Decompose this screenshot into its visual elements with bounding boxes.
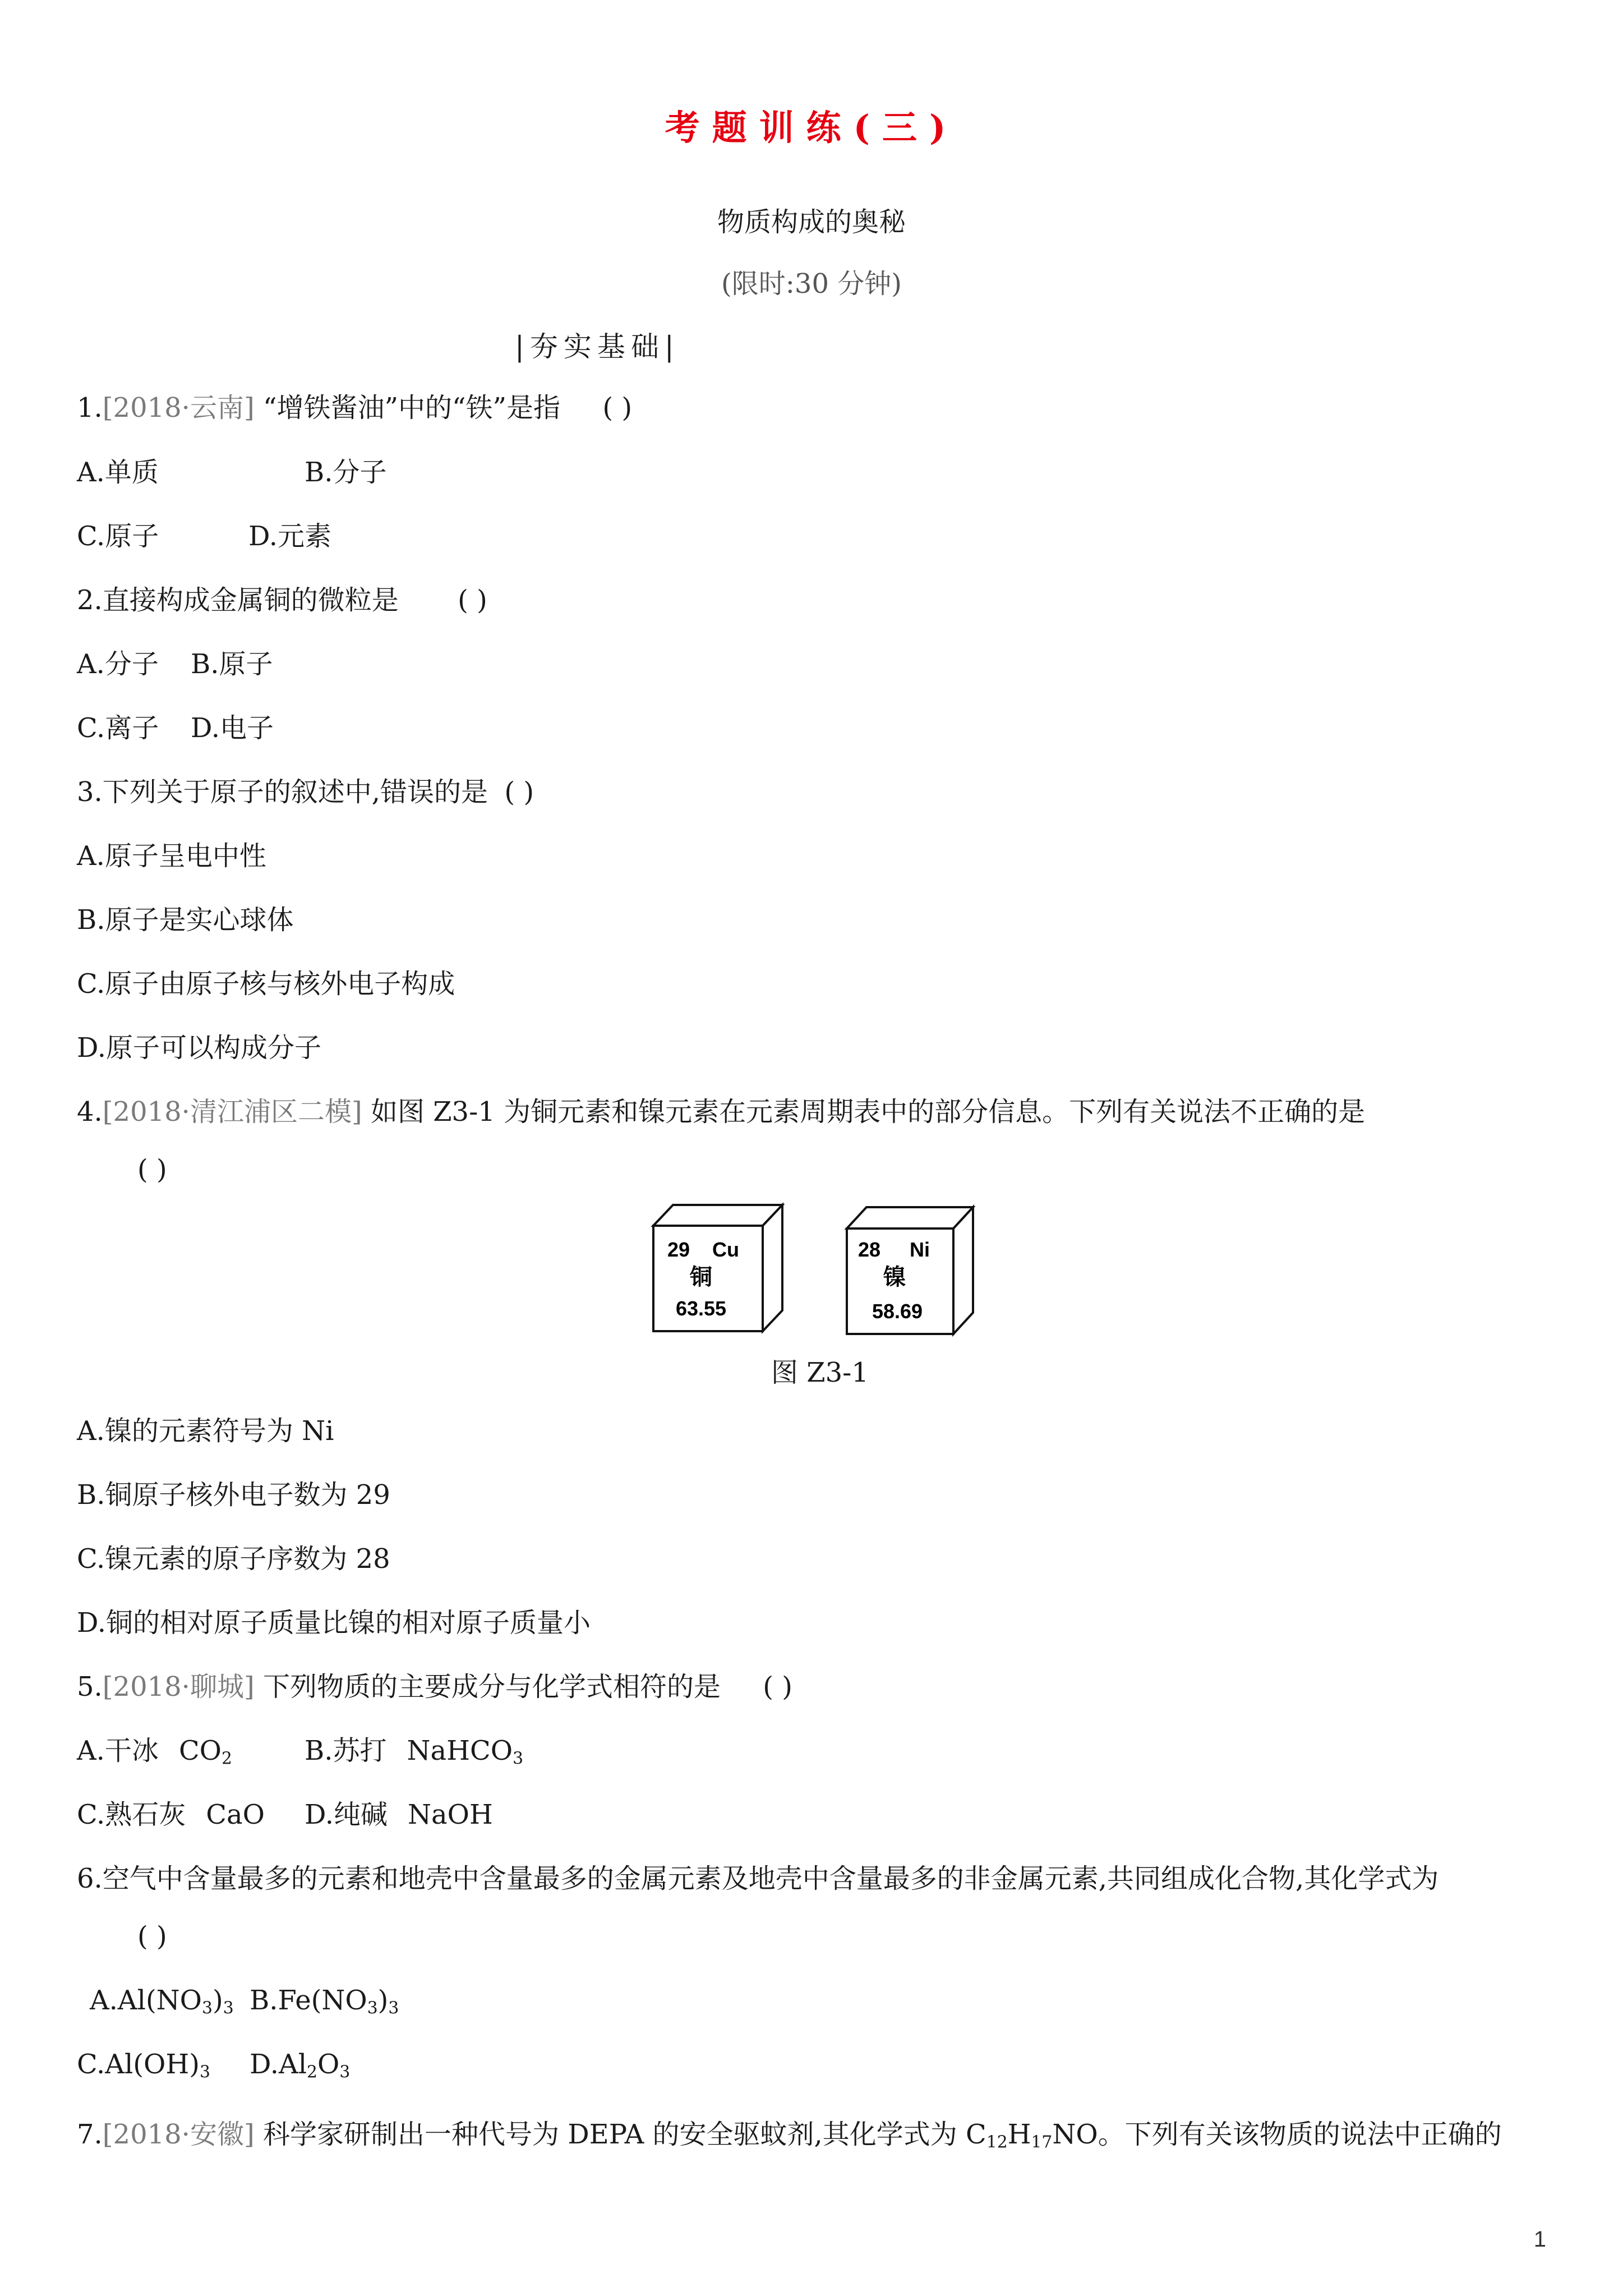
question-source: [2018·云南] xyxy=(102,392,255,424)
option-c: C.离子 xyxy=(77,712,159,744)
option-a: A.干冰 $CO_2$ xyxy=(77,1735,232,1769)
option-a: A.单质 xyxy=(77,457,159,488)
atomic-mass: 58.69 xyxy=(872,1300,923,1323)
atomic-number: 28 xyxy=(858,1238,881,1261)
answer-blank: ( ) xyxy=(504,776,534,808)
question-5 xyxy=(77,1665,792,1704)
answer-blank: ( ) xyxy=(137,1154,167,1185)
question-text: 3.下列关于原子的叙述中,错误的是 xyxy=(77,776,488,808)
option-d: D.铜的相对原子质量比镍的相对原子质量小 xyxy=(77,1607,591,1639)
question-source: [2018·聊城] xyxy=(102,1671,255,1703)
option-a: A.原子呈电中性 xyxy=(77,840,266,872)
option-d: D.电子 xyxy=(191,712,274,744)
option-b: B.分子 xyxy=(305,457,387,488)
question-text: 下列物质的主要成分与化学式相符的是 xyxy=(262,1671,721,1703)
answer-blank: ( ) xyxy=(458,585,487,616)
option-b: B.铜原子核外电子数为 29 xyxy=(77,1479,390,1511)
question-7: 7.[2018·安徽] 科学家研制出一种代号为 DEPA 的安全驱蚊剂,其化学式为 $C_{12}H_{17}NO$。下列有关该物质的说法中正确的 xyxy=(77,2119,1502,2152)
element-name: 镍 xyxy=(883,1265,906,1290)
option-c: C.镍元素的原子序数为 28 xyxy=(77,1543,390,1575)
page-number: 1 xyxy=(1533,2227,1546,2252)
nickel-cube xyxy=(847,1207,973,1334)
question-2 xyxy=(77,578,487,617)
option-d: D.纯碱 NaOH xyxy=(305,1799,493,1830)
question-6: 6.空气中含量最多的元素和地壳中含量最多的金属元素及地壳中含量最多的非金属元素,共同组成化合物,其化学式为 xyxy=(77,1863,1439,1894)
periodic-table-figure xyxy=(645,1200,981,1341)
question-text: “增铁酱油”中的“铁”是指 xyxy=(262,392,561,424)
option-c: C.熟石灰 CaO xyxy=(77,1799,265,1830)
question-3 xyxy=(77,770,534,809)
answer-blank: ( ) xyxy=(763,1671,792,1703)
option-b: B.原子是实心球体 xyxy=(77,904,294,936)
atomic-mass: 63.55 xyxy=(675,1297,727,1320)
time-limit: (限时:30 分钟) xyxy=(721,268,902,300)
question-text: 2.直接构成金属铜的微粒是 xyxy=(77,585,399,616)
option-d: D.原子可以构成分子 xyxy=(77,1032,322,1064)
option-a: $A.Al(NO_3)_3$ xyxy=(90,1985,234,2018)
element-symbol: Ni xyxy=(910,1238,930,1261)
option-d: D.元素 xyxy=(248,521,332,552)
answer-blank: ( ) xyxy=(137,1921,167,1952)
question-4 xyxy=(77,1090,1365,1129)
page-subtitle: 物质构成的奥秘 xyxy=(717,206,906,238)
question-source: [2018·安徽] xyxy=(102,2119,255,2150)
question-source: [2018·清江浦区二模] xyxy=(102,1096,362,1128)
page-title: 考题训练(三) xyxy=(665,107,958,148)
answer-blank: ( ) xyxy=(602,392,633,424)
option-c: C.原子 xyxy=(77,521,159,552)
option-d: $D.Al_2O_3$ xyxy=(250,2049,351,2082)
element-name: 铜 xyxy=(690,1265,712,1290)
question-text: 如图 Z3-1 为铜元素和镍元素在元素周期表中的部分信息。下列有关说法不正确的是 xyxy=(370,1096,1366,1128)
option-c: C.原子由原子核与核外电子构成 xyxy=(77,968,455,1000)
option-a: A.镍的元素符号为 Ni xyxy=(77,1415,334,1447)
option-b: B.苏打 NaHCO$_3$ xyxy=(305,1735,524,1769)
question-number: 4. xyxy=(77,1096,103,1128)
question-number: 7. xyxy=(77,2119,103,2150)
option-a: A.分子 xyxy=(77,648,159,680)
option-b: B.原子 xyxy=(191,648,273,680)
question-number: 5. xyxy=(77,1671,103,1703)
section-heading: |夯实基础| xyxy=(515,330,680,363)
option-c: $C.Al(OH)_3$ xyxy=(77,2049,210,2082)
figure-caption: 图 Z3-1 xyxy=(771,1357,869,1388)
element-symbol: Cu xyxy=(712,1238,739,1261)
option-b: $B.Fe(NO_3)_3$ xyxy=(250,1985,399,2018)
atomic-number: 29 xyxy=(667,1238,690,1261)
copper-cube xyxy=(653,1205,782,1331)
question-number: 1. xyxy=(77,392,103,424)
question-1 xyxy=(77,386,632,425)
